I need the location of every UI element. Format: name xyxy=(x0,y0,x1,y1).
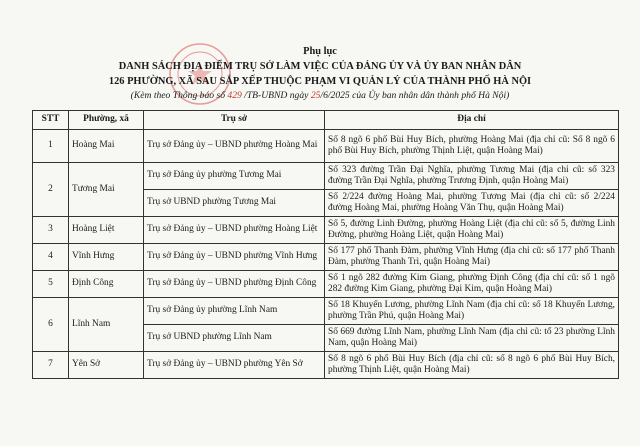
row-office: Trụ sở UBND phường Tương Mai xyxy=(144,190,325,217)
table-row xyxy=(33,298,619,325)
headquarters-table xyxy=(32,110,619,379)
table-row xyxy=(33,163,619,190)
table-header-row xyxy=(33,111,619,130)
row-office: Trụ sở Đảng ủy – UBND phường Hoàng Mai xyxy=(144,130,325,163)
row-office: Trụ sở UBND phường Lĩnh Nam xyxy=(144,325,325,352)
row-stt: 2 xyxy=(33,163,69,217)
column-header-stt: STT xyxy=(33,111,69,130)
row-stt: 5 xyxy=(33,271,69,298)
row-stt: 1 xyxy=(33,130,69,163)
row-address: Số 1 ngõ 282 đường Kim Giang, phường Định Công (địa chỉ cũ: số 1 ngõ 282 đường Kim Giang, phường Đại Kim, quận Hoàng Mai) xyxy=(325,271,619,298)
document-title-line1: DANH SÁCH ĐỊA ĐIỂM TRỤ SỞ LÀM VIỆC CỦA ĐẢNG ỦY VÀ ỦY BAN NHÂN DÂN xyxy=(118,61,522,72)
table-row xyxy=(33,352,619,379)
row-stt: 7 xyxy=(33,352,69,379)
subtitle-part1: (Kèm theo Thông báo số xyxy=(130,90,228,101)
table-row xyxy=(33,217,619,244)
row-ward: Yên Sở xyxy=(69,352,144,379)
notice-number: 429 xyxy=(227,90,242,101)
document-title-line2: 126 PHƯỜNG, XÃ SAU SẮP XẾP THUỘC PHẠM VI QUẢN LÝ CỦA THÀNH PHỐ HÀ NỘI xyxy=(108,76,532,87)
row-ward: Định Công xyxy=(69,271,144,298)
row-ward: Vĩnh Hưng xyxy=(69,244,144,271)
row-office: Trụ sở Đảng ủy – UBND phường Hoàng Liệt xyxy=(144,217,325,244)
row-stt: 3 xyxy=(33,217,69,244)
table-row xyxy=(33,130,619,163)
row-office: Trụ sở Đảng ủy – UBND phường Yên Sở xyxy=(144,352,325,379)
document-subtitle xyxy=(0,89,640,103)
column-header-ward: Phường, xã xyxy=(69,111,144,130)
row-address: Số 669 đường Lĩnh Nam, phường Lĩnh Nam (địa chỉ cũ: tổ 23 phường Lĩnh Nam, quận Hoàng Mai) xyxy=(325,325,619,352)
row-stt: 4 xyxy=(33,244,69,271)
row-address: Số 5, đường Linh Đường, phường Hoàng Liệt (địa chỉ cũ: số 5, đường Linh Đường, phường Hoàng Liệt, quận Hoàng Mai) xyxy=(325,217,619,244)
row-ward: Hoàng Liệt xyxy=(69,217,144,244)
row-address: Số 8 ngõ 6 phố Bùi Huy Bích, phường Hoàng Mai (địa chỉ cũ: Số 8 ngõ 6 phố Bùi Huy Bích, phường Thịnh Liệt, quận Hoàng Mai) xyxy=(325,130,619,163)
row-office: Trụ sở Đảng ủy – UBND phường Vĩnh Hưng xyxy=(144,244,325,271)
notice-day: 25 xyxy=(310,90,321,101)
column-header-office: Trụ sở xyxy=(144,111,325,130)
row-address: Số 8 ngõ 6 phố Bùi Huy Bích (địa chỉ cũ: số 8 ngõ 6 phố Bùi Huy Bích, phường Thịnh Liệt, quận Hoàng Mai) xyxy=(325,352,619,379)
table-row xyxy=(33,271,619,298)
row-ward: Hoàng Mai xyxy=(69,130,144,163)
row-office: Trụ sở Đảng ủy phường Lĩnh Nam xyxy=(144,298,325,325)
row-stt: 6 xyxy=(33,298,69,352)
appendix-label: Phụ lục xyxy=(303,46,337,57)
subtitle-part2: /TB-UBND ngày xyxy=(241,90,311,101)
row-office: Trụ sở Đảng ủy phường Tương Mai xyxy=(144,163,325,190)
row-address: Số 18 Khuyến Lương, phường Lĩnh Nam (địa chỉ cũ: số 18 Khuyến Lương, phường Trần Phú, quận Hoàng Mai) xyxy=(325,298,619,325)
document-header xyxy=(0,44,640,103)
row-address: Số 323 đường Trần Đại Nghĩa, phường Tương Mai (địa chỉ cũ: số 323 đường Trần Đại Nghĩa, phường Trương Định, quận Hoàng Mai) xyxy=(325,163,619,190)
row-address: Số 177 phố Thanh Đàm, phường Vĩnh Hưng (địa chỉ cũ: số 177 phố Thanh Đàm, phường Thanh Trì, quận Hoàng Mai) xyxy=(325,244,619,271)
row-office: Trụ sở Đảng ủy – UBND phường Định Công xyxy=(144,271,325,298)
row-address: Số 2/224 đường Hoàng Mai, phường Tương Mai (địa chỉ cũ: số 2/224 đường Hoàng Mai, phường Hoàng Văn Thụ, quận Hoàng Mai) xyxy=(325,190,619,217)
subtitle-part3: /6/2025 của Ủy ban nhân dân thành phố Hà Nội) xyxy=(320,90,510,101)
row-ward: Lĩnh Nam xyxy=(69,298,144,352)
table-row xyxy=(33,244,619,271)
column-header-address: Địa chỉ xyxy=(325,111,619,130)
row-ward: Tương Mai xyxy=(69,163,144,217)
